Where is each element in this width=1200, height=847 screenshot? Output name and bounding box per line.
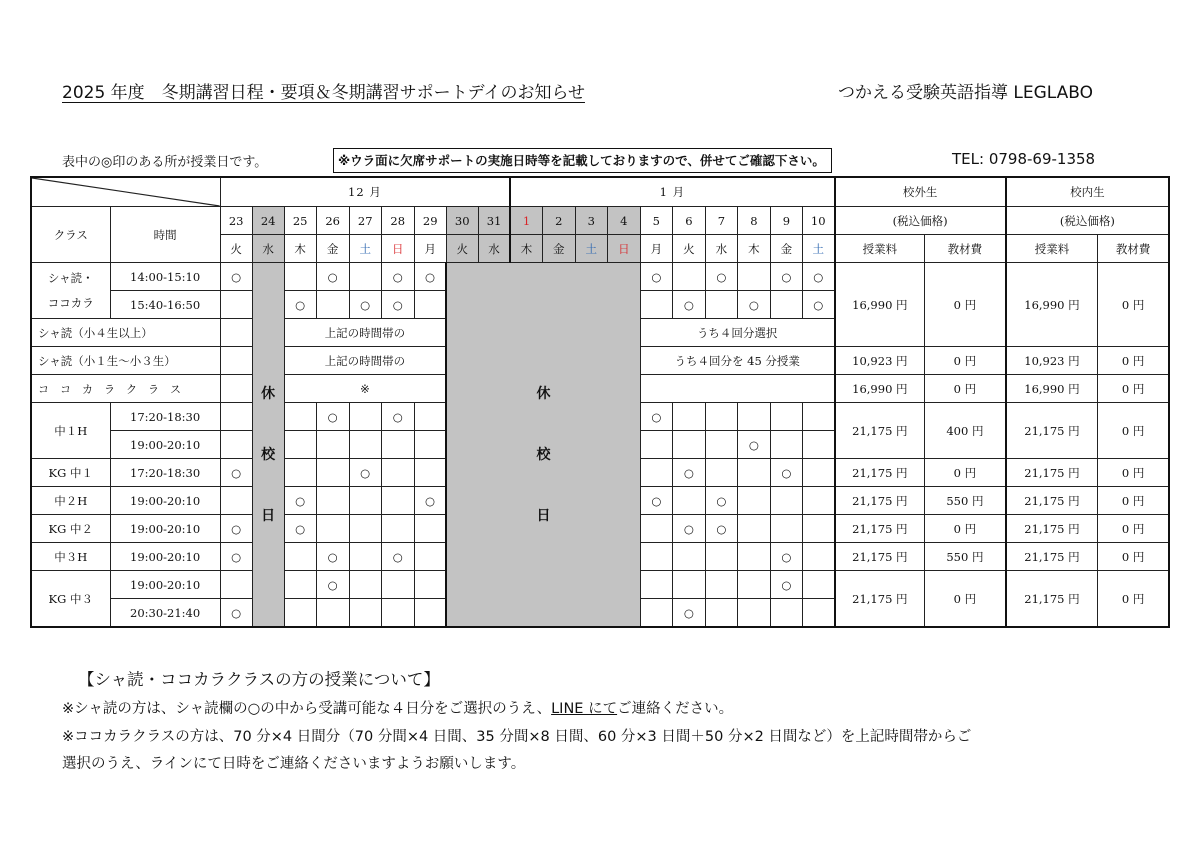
session-mark: ○ (672, 599, 705, 628)
outside-material-chu3h: 550 円 (925, 543, 1006, 571)
day-6: 6 (672, 207, 705, 235)
note-dec-cocokara: ※ (284, 375, 446, 403)
outside-material-kgchu3: 0 円 (925, 571, 1006, 628)
weekday-25: 木 (284, 235, 316, 263)
session-mark: ○ (381, 263, 414, 291)
session-mark: ○ (284, 487, 316, 515)
time-cell: 14:00-15:10 (110, 263, 220, 291)
inside-fee-kgchu1: 21,175 円 (1006, 459, 1098, 487)
session-mark: ○ (381, 291, 414, 319)
note-cocokara-line1: ※ココカラクラスの方は、70 分×4 日間分（70 分間×4 日間、35 分間×8 日間、60 分×3 日間＋50 分×2 日間など）を上記時間帯からご (62, 729, 972, 745)
outside-fee-shadoku: 16,990 円 (835, 263, 925, 347)
time-cell: 19:00-20:10 (110, 543, 220, 571)
outside-material-shadoku: 0 円 (925, 263, 1006, 347)
day-10: 10 (802, 207, 834, 235)
session-mark: ○ (381, 403, 414, 431)
session-mark: ○ (284, 515, 316, 543)
inside-material-kgchu3: 0 円 (1098, 571, 1169, 628)
day-8: 8 (737, 207, 770, 235)
inside-material-chu2h: 0 円 (1098, 487, 1169, 515)
class-kgchu2: KG 中２ (31, 515, 110, 543)
schedule-table (30, 176, 1170, 628)
boxed-notice: ※ウラ面に欠席サポートの実施日時等を記載しておりますので、併せてご確認下さい。 (333, 148, 832, 173)
inside-fee-shadoku-lower: 10,923 円 (1006, 347, 1098, 375)
outside-fee-chu2h: 21,175 円 (835, 487, 925, 515)
class-chu1h: 中１H (31, 403, 110, 459)
closed-char-kou: 校 (536, 447, 551, 463)
outside-fee-kgchu3: 21,175 円 (835, 571, 925, 628)
session-mark: ○ (802, 291, 834, 319)
outside-material-chu2h: 550 円 (925, 487, 1006, 515)
inside-material-shadoku-lower: 0 円 (1098, 347, 1169, 375)
day-4: 4 (607, 207, 640, 235)
session-mark: ○ (284, 291, 316, 319)
session-mark: ○ (672, 459, 705, 487)
inside-tax-label: (税込価格) (1006, 207, 1169, 235)
session-mark: ○ (705, 487, 737, 515)
inside-material-kgchu1: 0 円 (1098, 459, 1169, 487)
session-mark: ○ (705, 263, 737, 291)
diagonal-line (32, 178, 220, 206)
class-name-line2: ココカラ (47, 296, 94, 310)
session-mark: ○ (316, 403, 349, 431)
outside-material-cocokara: 0 円 (925, 375, 1006, 403)
day-7: 7 (705, 207, 737, 235)
time-cell: 15:40-16:50 (110, 291, 220, 319)
day-23: 23 (220, 207, 252, 235)
class-shadoku-upper: シャ読（小４生以上） (31, 319, 220, 347)
time-cell: 19:00-20:10 (110, 515, 220, 543)
legend-note: 表中の◎印のある所が授業日です。 (62, 155, 268, 170)
outside-material-shadoku-lower: 0 円 (925, 347, 1006, 375)
day-31: 31 (478, 207, 510, 235)
closed-char-kyu: 休 (261, 386, 276, 402)
day-26: 26 (316, 207, 349, 235)
inside-fee-chu1h: 21,175 円 (1006, 403, 1098, 459)
day-1: 1 (510, 207, 542, 235)
class-chu3h: 中３H (31, 543, 110, 571)
day-28: 28 (381, 207, 414, 235)
session-mark: ○ (220, 599, 252, 628)
session-mark: ○ (640, 263, 672, 291)
session-mark: ○ (349, 459, 381, 487)
note-dec-shadoku-upper: 上記の時間帯の (284, 319, 446, 347)
weekday-31: 水 (478, 235, 510, 263)
inside-fee-shadoku: 16,990 円 (1006, 263, 1098, 347)
outside-fee-shadoku-lower: 10,923 円 (835, 347, 925, 375)
outside-material-kgchu1: 0 円 (925, 459, 1006, 487)
weekday-4: 日 (607, 235, 640, 263)
session-mark: ○ (316, 543, 349, 571)
session-mark: ○ (640, 487, 672, 515)
outside-fee-cocokara: 16,990 円 (835, 375, 925, 403)
inside-fee-cocokara: 16,990 円 (1006, 375, 1098, 403)
outside-fee-kgchu2: 21,175 円 (835, 515, 925, 543)
session-mark: ○ (414, 263, 446, 291)
note-shadoku (62, 697, 733, 718)
session-mark: ○ (220, 543, 252, 571)
time-cell: 19:00-20:10 (110, 571, 220, 599)
class-kgchu3: KG 中３ (31, 571, 110, 628)
day-2: 2 (542, 207, 575, 235)
weekday-30: 火 (446, 235, 478, 263)
session-mark: ○ (737, 291, 770, 319)
day-5: 5 (640, 207, 672, 235)
session-mark: ○ (802, 263, 834, 291)
weekday-10: 土 (802, 235, 834, 263)
session-mark: ○ (672, 515, 705, 543)
outside-fee-chu3h: 21,175 円 (835, 543, 925, 571)
inside-material-cocokara: 0 円 (1098, 375, 1169, 403)
outside-material-kgchu2: 0 円 (925, 515, 1006, 543)
weekday-7: 水 (705, 235, 737, 263)
session-mark: ○ (220, 515, 252, 543)
inside-material-kgchu2: 0 円 (1098, 515, 1169, 543)
session-mark: ○ (316, 263, 349, 291)
closed-block-dec30-jan4 (446, 263, 640, 628)
section-heading: 【シャ読・ココカラクラスの方の授業について】 (78, 670, 440, 689)
session-mark: ○ (705, 515, 737, 543)
class-kgchu1: KG 中１ (31, 459, 110, 487)
day-24: 24 (252, 207, 284, 235)
time-cell: 20:30-21:40 (110, 599, 220, 628)
weekday-28: 日 (381, 235, 414, 263)
time-cell: 17:20-18:30 (110, 403, 220, 431)
closed-char-bi: 日 (536, 508, 551, 524)
day-29: 29 (414, 207, 446, 235)
inside-material-chu1h: 0 円 (1098, 403, 1169, 459)
corner-cell (31, 177, 220, 207)
session-mark: ○ (381, 543, 414, 571)
session-mark: ○ (770, 543, 802, 571)
brand-name: つかえる受験英語指導 LEGLABO (838, 83, 1094, 103)
session-mark: ○ (640, 403, 672, 431)
weekday-26: 金 (316, 235, 349, 263)
note-shadoku-line-link: LINE にて (551, 701, 618, 717)
time-cell: 19:00-20:10 (110, 487, 220, 515)
weekday-1: 木 (510, 235, 542, 263)
class-shadoku-lower: シャ読（小１生〜小３生） (31, 347, 220, 375)
inside-material-chu3h: 0 円 (1098, 543, 1169, 571)
note-dec-shadoku-lower: 上記の時間帯の (284, 347, 446, 375)
note-shadoku-text: ※シャ読の方は、シャ読欄の○の中から受講可能な４日分をご選択のうえ、 (62, 701, 552, 717)
inside-fee-kgchu2: 21,175 円 (1006, 515, 1098, 543)
closed-column-dec24 (252, 263, 284, 628)
session-mark: ○ (770, 459, 802, 487)
day-30: 30 (446, 207, 478, 235)
inside-fee-chu2h: 21,175 円 (1006, 487, 1098, 515)
inside-material-header: 教材費 (1098, 235, 1169, 263)
month-december: 12 月 (220, 177, 510, 207)
time-cell: 17:20-18:30 (110, 459, 220, 487)
inside-fee-chu3h: 21,175 円 (1006, 543, 1098, 571)
note-jan-shadoku-upper: うち４回分選択 (640, 319, 834, 347)
weekday-29: 月 (414, 235, 446, 263)
class-header: クラス (31, 207, 110, 263)
time-cell: 19:00-20:10 (110, 431, 220, 459)
weekday-23: 火 (220, 235, 252, 263)
weekday-6: 火 (672, 235, 705, 263)
day-9: 9 (770, 207, 802, 235)
outside-fee-kgchu1: 21,175 円 (835, 459, 925, 487)
day-25: 25 (284, 207, 316, 235)
class-shadoku-coco (31, 263, 110, 319)
outside-material-header: 教材費 (925, 235, 1006, 263)
phone-number: TEL: 0798-69-1358 (952, 150, 1096, 168)
outside-tuition-header: 授業料 (835, 235, 925, 263)
weekday-9: 金 (770, 235, 802, 263)
weekday-3: 土 (575, 235, 607, 263)
class-chu2h: 中２H (31, 487, 110, 515)
weekday-24: 水 (252, 235, 284, 263)
inside-material-shadoku: 0 円 (1098, 263, 1169, 347)
closed-char-kou: 校 (261, 447, 276, 463)
inside-tuition-header: 授業料 (1006, 235, 1098, 263)
class-cocokara: コ コ カ ラ ク ラ ス (31, 375, 220, 403)
session-mark: ○ (770, 571, 802, 599)
outside-student-header: 校外生 (835, 177, 1006, 207)
session-mark: ○ (220, 263, 252, 291)
inside-fee-kgchu3: 21,175 円 (1006, 571, 1098, 628)
session-mark: ○ (414, 487, 446, 515)
session-mark: ○ (672, 291, 705, 319)
note-cocokara-line2: 選択のうえ、ラインにて日時をご連絡くださいますようお願いします。 (62, 756, 526, 772)
weekday-8: 木 (737, 235, 770, 263)
note-jan-shadoku-lower: うち４回分を 45 分授業 (640, 347, 834, 375)
note-shadoku-end: ご連絡ください。 (617, 701, 734, 717)
session-mark: ○ (220, 459, 252, 487)
page-title: 2025 年度 冬期講習日程・要項＆冬期講習サポートデイのお知らせ (62, 83, 585, 103)
session-mark: ○ (737, 431, 770, 459)
weekday-2: 金 (542, 235, 575, 263)
class-name-line1: シャ読・ (47, 271, 94, 285)
session-mark: ○ (770, 263, 802, 291)
time-header: 時間 (110, 207, 220, 263)
outside-tax-label: (税込価格) (835, 207, 1006, 235)
session-mark: ○ (349, 291, 381, 319)
day-27: 27 (349, 207, 381, 235)
outside-material-chu1h: 400 円 (925, 403, 1006, 459)
session-mark: ○ (316, 571, 349, 599)
weekday-5: 月 (640, 235, 672, 263)
month-january: 1 月 (510, 177, 834, 207)
closed-char-kyu: 休 (536, 386, 551, 402)
outside-fee-chu1h: 21,175 円 (835, 403, 925, 459)
day-3: 3 (575, 207, 607, 235)
inside-student-header: 校内生 (1006, 177, 1169, 207)
closed-char-bi: 日 (261, 508, 276, 524)
weekday-27: 土 (349, 235, 381, 263)
